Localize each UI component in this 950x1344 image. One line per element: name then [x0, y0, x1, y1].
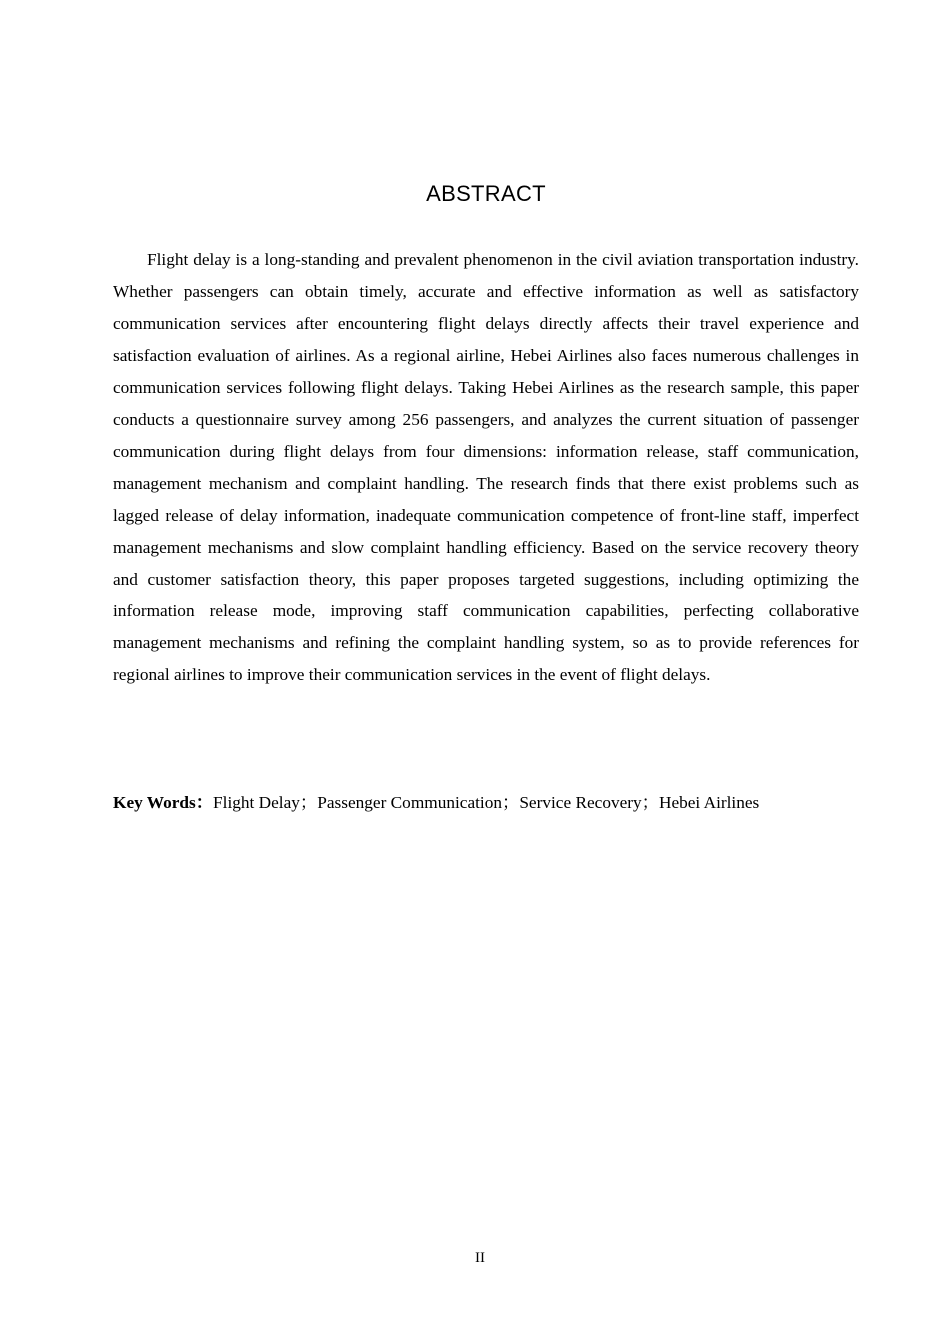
keywords-label: Key Words： [113, 793, 214, 812]
keyword-separator: ； [641, 793, 659, 812]
keyword-item: Hebei Airlines [658, 793, 760, 812]
keyword-item: Flight Delay [213, 793, 300, 812]
keyword-item: Service Recovery [519, 793, 642, 812]
abstract-body: Flight delay is a long-standing and prevalent phenomenon in the civil aviation transportation industry. Whether passengers can obtain timely, accurate and effective information as well as satisfactory communication services after encountering flight delays directly affects their travel experience and satisfaction evaluation of airlines. As a regional airline, Hebei Airlines also faces numerous challenges in communication services following flight delays. Taking Hebei Airlines as the research sample, this paper conducts a questionnaire survey among 256 passengers, and analyzes the current situation of passenger communication during flight delays from four dimensions: information release, staff communication, management mechanism and complaint handling. The research finds that there exist problems such as lagged release of delay information, inadequate communication competence of front-line staff, imperfect management mechanisms and slow complaint handling efficiency. Based on the service recovery theory and customer satisfaction theory, this paper proposes targeted suggestions, including optimizing the information release mode, improving staff communication capabilities, perfecting collaborative management mechanisms and refining the complaint handling system, so as to provide references for regional airlines to improve their communication services in the event of flight delays. [113, 250, 859, 685]
keyword-separator: ； [299, 793, 318, 812]
abstract-title: ABSTRACT [426, 181, 546, 206]
keyword-separator: ； [502, 793, 520, 812]
keyword-item: Passenger Communication [317, 793, 503, 812]
keywords-line [113, 787, 873, 819]
page-number: II [475, 1250, 485, 1266]
